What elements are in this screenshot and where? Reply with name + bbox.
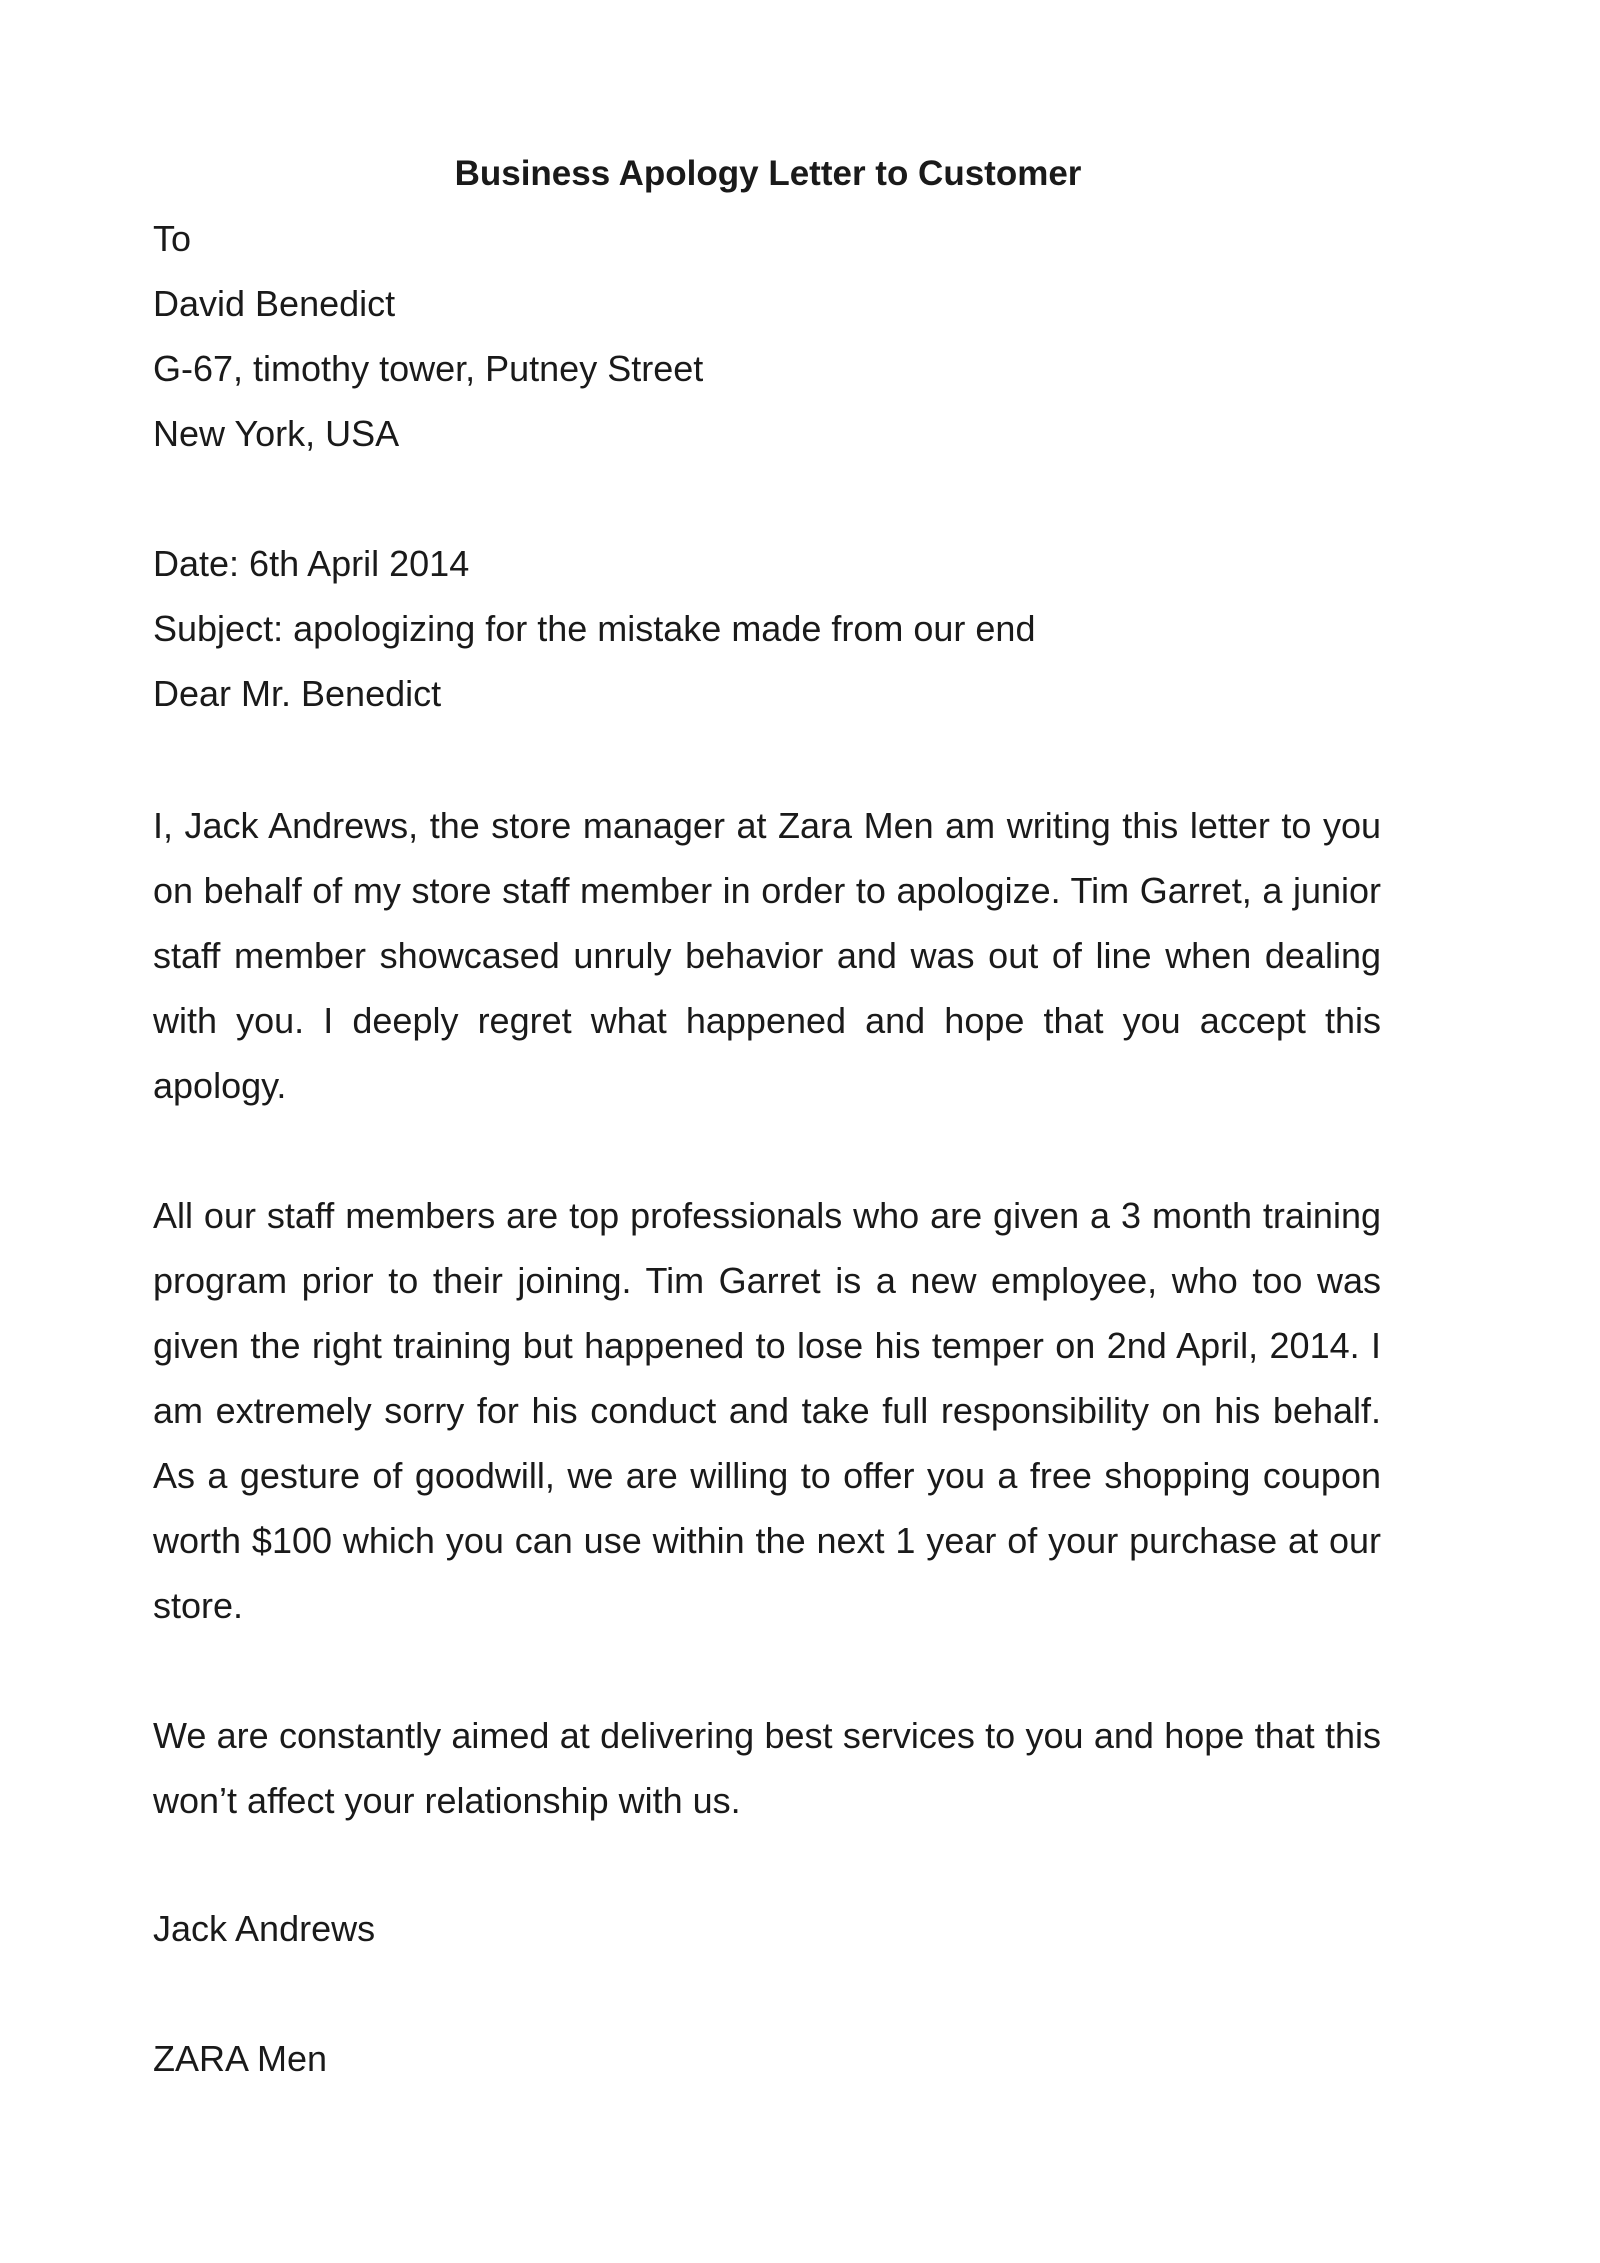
recipient-address-line2: New York, USA (153, 413, 400, 454)
body-paragraph: I, Jack Andrews, the store manager at Zara Men am writing this letter to you on behalf of my store staff member in order to apologize. Tim Garret, a junior staff member showcased unruly behavior and was out of line when dealing with you. I deeply regret what happened and hope that you accept this apology. (153, 805, 1381, 1106)
company-name: ZARA Men (153, 2038, 328, 2079)
body-paragraph: All our staff members are top professionals who are given a 3 month training program prior to their joining. Tim Garret is a new employee, who too was given the right training but happened to lose his temper on 2nd April, 2014. I am extremely sorry for his conduct and take full responsibility on his behalf. As a gesture of goodwill, we are willing to offer you a free shopping coupon worth $100 which you can use within the next 1 year of your purchase at our store. (153, 1195, 1381, 1626)
letter-salutation: Dear Mr. Benedict (153, 673, 442, 714)
signature-name: Jack Andrews (153, 1908, 376, 1949)
letter-title: Business Apology Letter to Customer (454, 154, 1082, 193)
recipient-address-line1: G-67, timothy tower, Putney Street (153, 348, 704, 389)
recipient-name: David Benedict (153, 283, 396, 324)
letter-date: Date: 6th April 2014 (153, 543, 470, 584)
letter-subject: Subject: apologizing for the mistake made from our end (153, 608, 1036, 649)
body-paragraph: We are constantly aimed at delivering best services to you and hope that this won’t affect your relationship with us. (153, 1715, 1381, 1821)
recipient-to-label: To (153, 218, 192, 259)
